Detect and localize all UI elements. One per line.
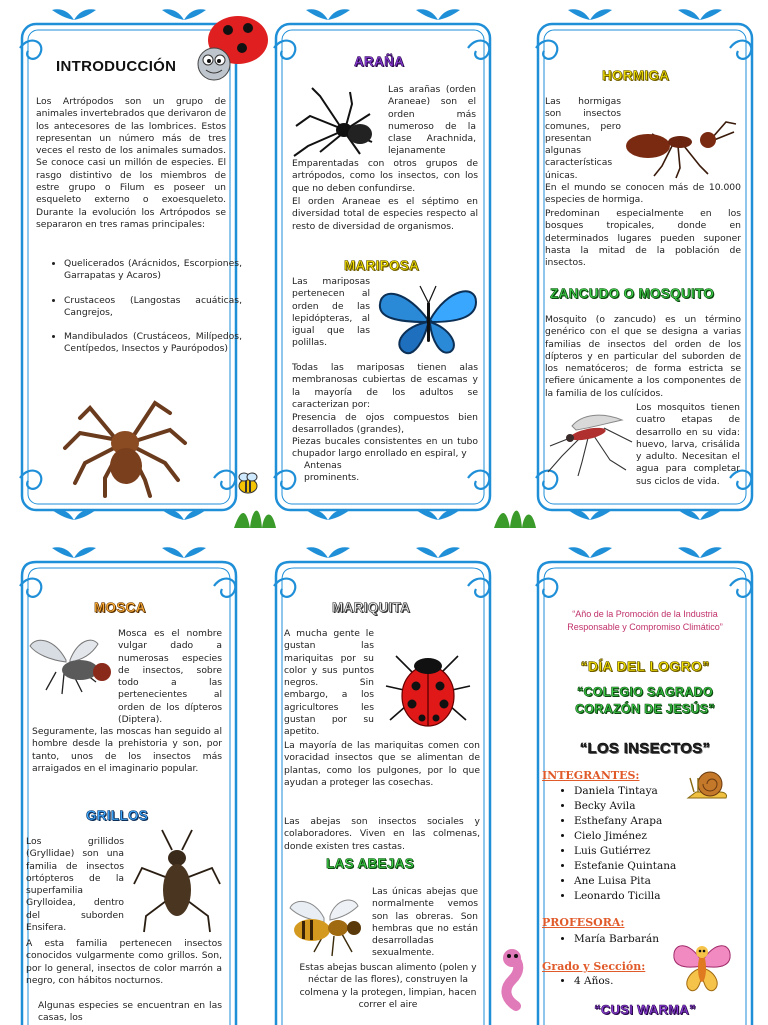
integrantes-label: INTEGRANTES: bbox=[542, 769, 640, 782]
ladybug-image bbox=[382, 642, 474, 734]
profesora-label: PROFESORA: bbox=[542, 916, 625, 929]
mosca-p2: Seguramente, las moscas han seguido al hombre desde la prehistoria y son, por tanto, unos de los insectos más arraigados en el imaginario popular. bbox=[32, 726, 222, 774]
grass-icon bbox=[492, 500, 538, 528]
grillos-p1: Los grillidos (Gryllidae) son una familia de insectos ortópteros de la superfamilia Grylloidea, dentro del suborden Ensifera. bbox=[26, 836, 124, 934]
ladybug-cartoon-icon bbox=[190, 10, 270, 90]
mariposa-p1: Las mariposas pertenecen al orden de las lepidópteras, al igual que las polillas. bbox=[292, 276, 370, 349]
panel-hormiga-zancudo bbox=[530, 8, 760, 526]
fly-image bbox=[26, 632, 118, 698]
hormiga-p1: Las hormigas son insectos comunes, pero presentan algunas características únicas. bbox=[545, 96, 621, 181]
butterfly-cartoon-icon bbox=[670, 938, 734, 994]
panel-mosca-grillos bbox=[14, 546, 244, 1024]
list-item: • Quelicerados (Arácnidos, Escorpiones, Garrapatas y Acaros) bbox=[64, 258, 242, 283]
zancudo-p2: Los mosquitos tienen cuatro etapas de desarrollo en su vida: huevo, larva, crisálida y adulto. Necesitan el agua para completar sus ciclos de vida. bbox=[636, 402, 740, 487]
hormiga-title: HORMIGA bbox=[602, 68, 670, 83]
butterfly-image bbox=[378, 282, 478, 358]
colegio-name: “COLEGIO SAGRADO CORAZÓN DE JESÚS” bbox=[575, 685, 715, 716]
zancudo-p1: Mosquito (o zancudo) es un término genérico con el que se designa a varias familias de insectos del orden de los dípteros y en particular del suborden de los nematóceros; de forma estricta se refiere únicamente a los componentes de la familia de los culícidos. bbox=[545, 314, 741, 399]
bee-cartoon-icon bbox=[234, 470, 262, 498]
panel-introduccion bbox=[14, 8, 244, 526]
aula-name: “CUSI WARMA” bbox=[594, 1002, 696, 1017]
abejas-p2: Estas abejas buscan alimento (polen y néctar de las flores), construyen la colmena y la protegen, limpian, hacen correr el aire bbox=[299, 962, 477, 1010]
tema-title: “LOS INSECTOS” bbox=[579, 740, 711, 757]
year-slogan: “Año de la Promoción de la Industria Responsable y Compromiso Climático” bbox=[567, 609, 723, 632]
list-item: • Becky Avila bbox=[574, 799, 714, 814]
worm-cartoon-icon bbox=[498, 948, 534, 1008]
dia-del-logro: “DÍA DEL LOGRO” bbox=[580, 658, 710, 674]
arana-title: ARAÑA bbox=[354, 54, 405, 69]
intro-title: INTRODUCCIÓN bbox=[56, 58, 177, 75]
mariposa-p5: Antenas prominents. bbox=[304, 460, 360, 484]
grillos-p2: A esta familia pertenecen insectos conocidos vulgarmente como grillos. Son, por lo general, insectos de color marrón a negro, con hábitos nocturnos. bbox=[26, 938, 222, 986]
grass-icon bbox=[232, 500, 278, 528]
list-item: • Ane Luisa Pita bbox=[574, 874, 714, 889]
mariposa-p3: Presencia de ojos compuestos bien desarrollados (grandes), bbox=[292, 412, 478, 436]
zancudo-title: ZANCUDO O MOSQUITO bbox=[550, 286, 715, 301]
arana-p1: Las arañas (orden Araneae) son el orden más numeroso de la clase Arachnida, lejanamente bbox=[388, 84, 476, 157]
list-item: • Esthefany Arapa bbox=[574, 814, 714, 829]
mariposa-title: MARIPOSA bbox=[344, 258, 420, 273]
mariquita-p3: Las abejas son insectos sociales y colaboradores. Viven en las colmenas, donde existen tres castas. bbox=[284, 816, 480, 852]
spider-image bbox=[290, 86, 380, 156]
list-item: • Estefanie Quintana bbox=[574, 859, 714, 874]
abejas-title: LAS ABEJAS bbox=[326, 856, 415, 871]
panel-mariquita-abejas bbox=[268, 546, 498, 1024]
mosca-p1: Mosca es el nombre vulgar dado a numerosas especies de insectos, sobre todo a las pertenecientes al orden de los dípteros (Diptera). bbox=[118, 628, 222, 726]
abejas-p1: Las únicas abejas que normalmente vemos son las obreras. Son hembras que no están desarrolladas sexualmente. bbox=[372, 886, 478, 959]
ant-image bbox=[622, 116, 742, 180]
hormiga-p2: En el mundo se conocen más de 10.000 especies de hormiga. bbox=[545, 182, 741, 206]
mariposa-p2: Todas las mariposas tienen alas membranosas cubiertas de escamas y la mayoría de los adultos se caracterizan por: bbox=[292, 362, 478, 410]
list-item: • Crustaceos (Langostas acuáticas, Cangrejos, bbox=[64, 295, 242, 320]
list-item: • Cielo Jiménez bbox=[574, 829, 714, 844]
intro-list bbox=[50, 258, 242, 368]
hormiga-p3: Predominan especialmente en los bosques tropicales, donde en determinados lugares pueden suponer hasta la mitad de la población de insectos. bbox=[545, 208, 741, 269]
integrantes-list bbox=[560, 784, 714, 904]
mariquita-p1: A mucha gente le gustan las mariquitas por su color y sus puntos negros. Sin embargo, a los agricultores les gustan por su apetito. bbox=[284, 628, 374, 738]
tarantula-image bbox=[60, 388, 190, 498]
list-item: • Luis Gutiérrez bbox=[574, 844, 714, 859]
list-item: • Mandibulados (Crustáceos, Milípedos, Centípedos, Insectos y Paurópodos) bbox=[64, 331, 242, 356]
mariquita-p2: La mayoría de las mariquitas comen con voracidad insectos que se alimentan de plantas, como los pulgones, por lo que ayudan a proteger las cosechas. bbox=[284, 740, 480, 788]
arana-p2: Emparentadas con otros grupos de artrópodos, como los insectos, con los que no deben confundirse. bbox=[292, 158, 478, 194]
intro-paragraph: Los Artrópodos son un grupo de animales invertebrados que derivaron de los antecesores de las lombrices. Estos representan un número más de tres veces el resto de los animales sumados. Se conoce casi un millón de especies. El rasgo distintivo de los miembros de estre grupo o Filum es poseer un esqueleto externo o exoesqueleto. Durante la evolución los Artrópodos se separaron en tres ramas principales: bbox=[36, 96, 226, 230]
list-item: • Leonardo Ticilla bbox=[574, 889, 714, 904]
list-item: • Daniela Tintaya bbox=[574, 784, 714, 799]
mariquita-title: MARIQUITA bbox=[332, 600, 411, 615]
panel-arana-mariposa bbox=[268, 8, 498, 526]
cricket-image bbox=[132, 828, 222, 936]
grado-label: Grado y Sección: bbox=[542, 960, 646, 973]
panel-portada bbox=[530, 546, 760, 1024]
mariposa-p4: Piezas bucales consistentes en un tubo chupador largo enrollado en espiral, y bbox=[292, 436, 478, 460]
mosca-title: MOSCA bbox=[94, 600, 146, 615]
mosquito-image bbox=[542, 406, 634, 476]
grillos-p3: Algunas especies se encuentran en las casas, los bbox=[38, 1000, 222, 1024]
list-item: • María Barbarán bbox=[574, 932, 704, 947]
list-item: • 4 Años. bbox=[574, 974, 694, 989]
arana-p3: El orden Araneae es el séptimo en diversidad total de especies respecto al resto de diversidad de organismos. bbox=[292, 196, 478, 232]
bee-image bbox=[284, 894, 374, 960]
grillos-title: GRILLOS bbox=[86, 808, 149, 823]
